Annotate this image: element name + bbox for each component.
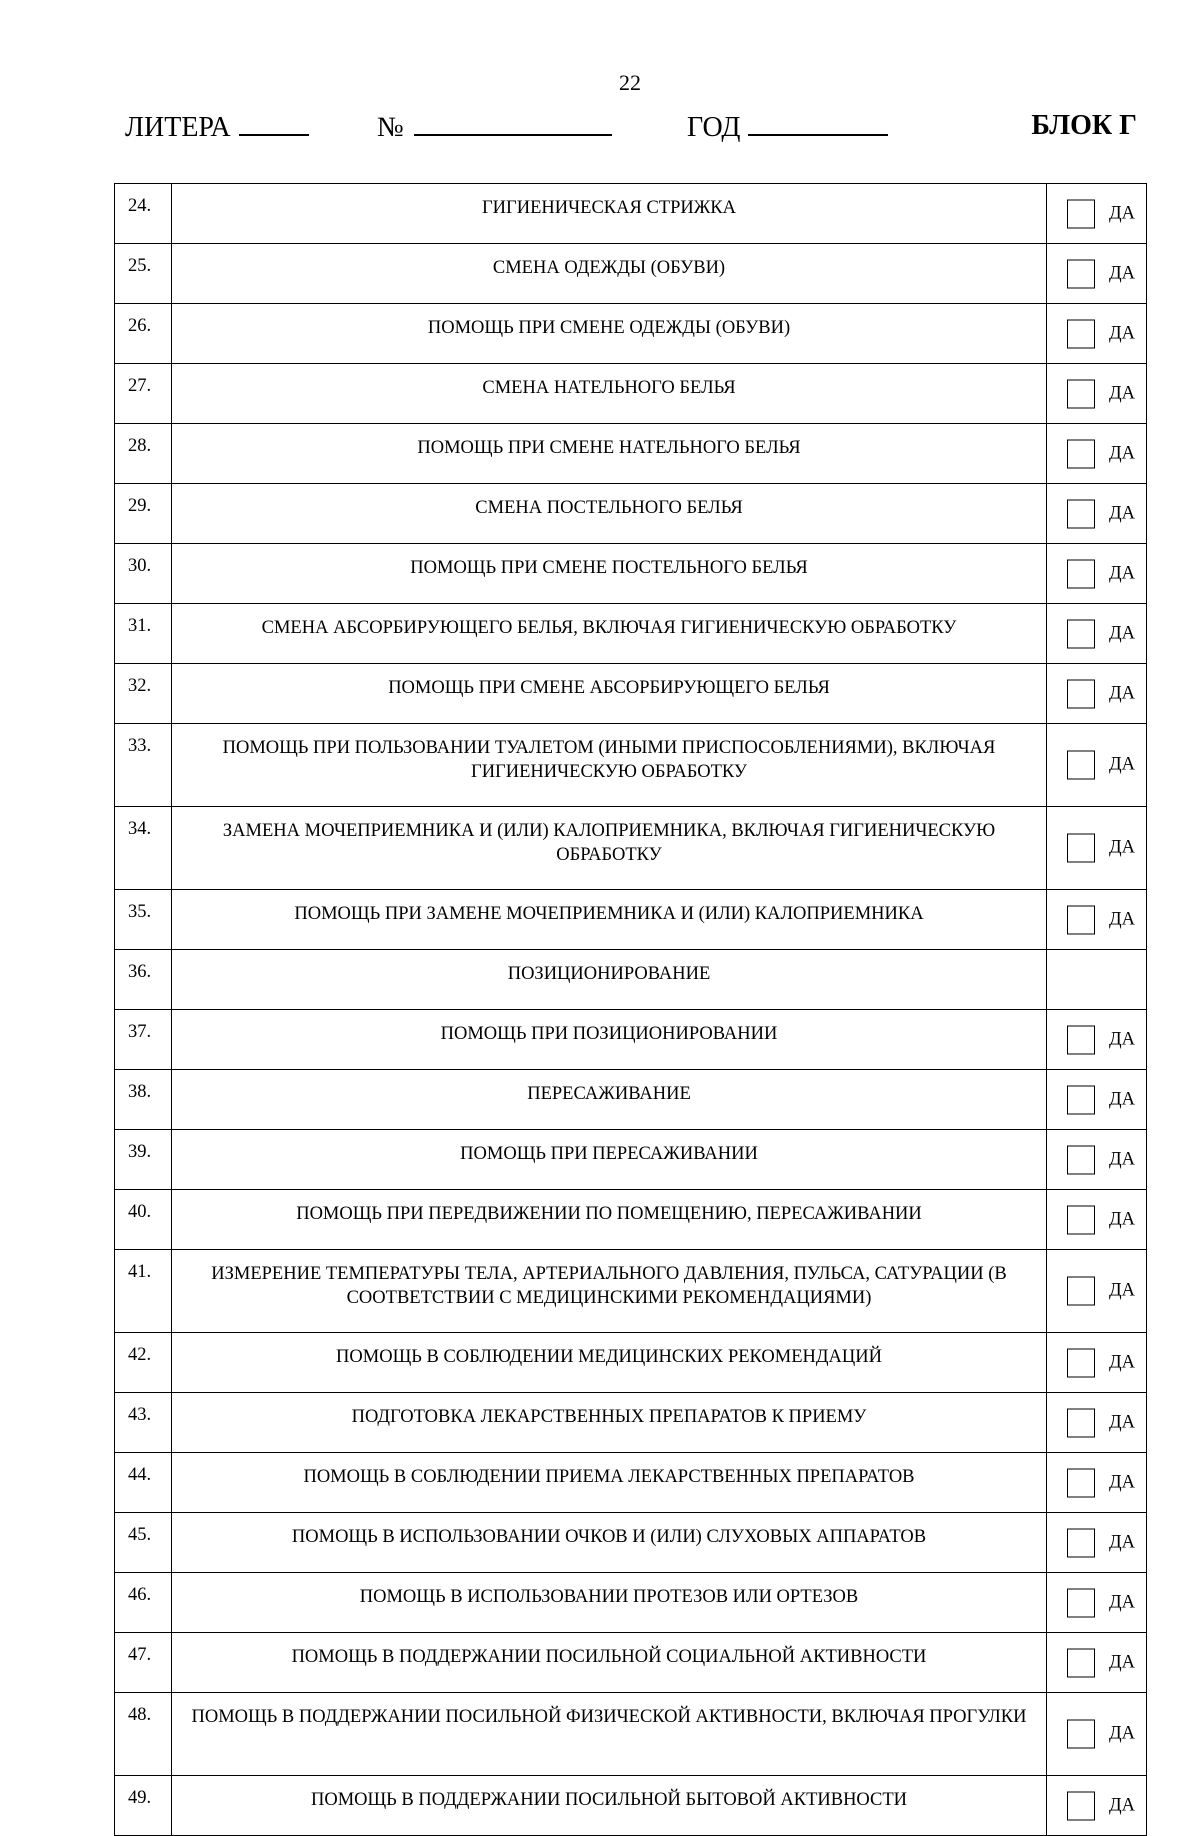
row-checkbox-cell	[1047, 1693, 1147, 1776]
row-checkbox-cell	[1047, 1776, 1147, 1836]
yes-checkbox[interactable]	[1067, 259, 1095, 288]
row-checkbox-cell	[1047, 184, 1147, 244]
row-text: ПОМОЩЬ В ПОДДЕРЖАНИИ ПОСИЛЬНОЙ ФИЗИЧЕСКОЙ АКТИВНОСТИ, ВКЛЮЧАЯ ПРОГУЛКИ	[172, 1693, 1047, 1776]
yes-label: ДА	[1109, 1029, 1135, 1049]
yes-checkbox[interactable]	[1067, 199, 1095, 228]
yes-checkbox[interactable]	[1067, 1348, 1095, 1377]
yes-label: ДА	[1109, 1412, 1135, 1432]
yes-checkbox[interactable]	[1067, 751, 1095, 780]
row-checkbox-cell	[1047, 304, 1147, 364]
yes-label: ДА	[1109, 263, 1135, 283]
row-number: 39.	[115, 1130, 172, 1190]
row-checkbox-cell	[1047, 424, 1147, 484]
row-number: 45.	[115, 1513, 172, 1573]
table-row	[115, 1130, 1147, 1190]
row-number: 27.	[115, 364, 172, 424]
table-row	[115, 1333, 1147, 1393]
row-number: 44.	[115, 1453, 172, 1513]
row-number: 34.	[115, 807, 172, 890]
table-row	[115, 1453, 1147, 1513]
yes-checkbox[interactable]	[1067, 1528, 1095, 1557]
row-text: ПОМОЩЬ ПРИ ЗАМЕНЕ МОЧЕПРИЕМНИКА И (ИЛИ) КАЛОПРИЕМНИКА	[172, 890, 1047, 950]
row-number: 25.	[115, 244, 172, 304]
row-checkbox-cell	[1047, 890, 1147, 950]
yes-label: ДА	[1109, 1592, 1135, 1612]
yes-checkbox[interactable]	[1067, 559, 1095, 588]
row-checkbox-cell	[1047, 664, 1147, 724]
row-checkbox-cell	[1047, 1513, 1147, 1573]
table-row	[115, 424, 1147, 484]
yes-checkbox[interactable]	[1067, 319, 1095, 348]
yes-checkbox[interactable]	[1067, 379, 1095, 408]
row-number: 46.	[115, 1573, 172, 1633]
row-text: ПОМОЩЬ В ПОДДЕРЖАНИИ ПОСИЛЬНОЙ БЫТОВОЙ АКТИВНОСТИ	[172, 1776, 1047, 1836]
row-text: ПОМОЩЬ В СОБЛЮДЕНИИ ПРИЕМА ЛЕКАРСТВЕННЫХ ПРЕПАРАТОВ	[172, 1453, 1047, 1513]
row-number: 36.	[115, 950, 172, 1010]
row-checkbox-cell	[1047, 1453, 1147, 1513]
yes-checkbox[interactable]	[1067, 1468, 1095, 1497]
row-number: 35.	[115, 890, 172, 950]
items-table	[114, 183, 1147, 1836]
table-row	[115, 890, 1147, 950]
yes-label: ДА	[1109, 623, 1135, 643]
page-number: 22	[619, 70, 641, 95]
yes-label: ДА	[1109, 503, 1135, 523]
yes-label: ДА	[1109, 1472, 1135, 1492]
yes-label: ДА	[1109, 323, 1135, 343]
row-number: 28.	[115, 424, 172, 484]
number-blank-line[interactable]	[414, 110, 612, 136]
row-checkbox-cell	[1047, 724, 1147, 807]
row-number: 24.	[115, 184, 172, 244]
yes-label: ДА	[1109, 837, 1135, 858]
table-row	[115, 304, 1147, 364]
row-text: ПОМОЩЬ В ИСПОЛЬЗОВАНИИ ОЧКОВ И (ИЛИ) СЛУХОВЫХ АППАРАТОВ	[172, 1513, 1047, 1573]
row-checkbox-cell	[1047, 1393, 1147, 1453]
row-text: ПОМОЩЬ ПРИ ПОЗИЦИОНИРОВАНИИ	[172, 1010, 1047, 1070]
items-table-body	[115, 184, 1147, 1836]
table-row	[115, 1070, 1147, 1130]
form-header	[125, 110, 1137, 146]
row-text: ПОЗИЦИОНИРОВАНИЕ	[172, 950, 1047, 1010]
row-checkbox-cell	[1047, 1633, 1147, 1693]
row-text: ПОМОЩЬ В ПОДДЕРЖАНИИ ПОСИЛЬНОЙ СОЦИАЛЬНОЙ АКТИВНОСТИ	[172, 1633, 1047, 1693]
litera-label: ЛИТЕРА	[125, 112, 231, 143]
year-blank-line[interactable]	[748, 110, 888, 136]
table-row	[115, 184, 1147, 244]
row-number: 41.	[115, 1250, 172, 1333]
row-text: ПОМОЩЬ В ИСПОЛЬЗОВАНИИ ПРОТЕЗОВ ИЛИ ОРТЕЗОВ	[172, 1573, 1047, 1633]
row-text: ПОДГОТОВКА ЛЕКАРСТВЕННЫХ ПРЕПАРАТОВ К ПРИЕМУ	[172, 1393, 1047, 1453]
table-row	[115, 807, 1147, 890]
yes-label: ДА	[1109, 909, 1135, 929]
table-row	[115, 544, 1147, 604]
row-text: ПОМОЩЬ ПРИ ПЕРЕДВИЖЕНИИ ПО ПОМЕЩЕНИЮ, ПЕРЕСАЖИВАНИИ	[172, 1190, 1047, 1250]
row-checkbox-cell	[1047, 1573, 1147, 1633]
row-text: СМЕНА НАТЕЛЬНОГО БЕЛЬЯ	[172, 364, 1047, 424]
yes-label: ДА	[1109, 1795, 1135, 1815]
row-text: ПОМОЩЬ ПРИ СМЕНЕ НАТЕЛЬНОГО БЕЛЬЯ	[172, 424, 1047, 484]
yes-label: ДА	[1109, 443, 1135, 463]
yes-checkbox[interactable]	[1067, 1085, 1095, 1114]
yes-label: ДА	[1109, 1209, 1135, 1229]
yes-label: ДА	[1109, 1089, 1135, 1109]
row-number: 37.	[115, 1010, 172, 1070]
row-text: ПОМОЩЬ ПРИ СМЕНЕ ПОСТЕЛЬНОГО БЕЛЬЯ	[172, 544, 1047, 604]
yes-label: ДА	[1109, 1280, 1135, 1301]
yes-checkbox[interactable]	[1067, 905, 1095, 934]
row-checkbox-cell	[1047, 244, 1147, 304]
yes-label: ДА	[1109, 1723, 1135, 1744]
year-field	[687, 110, 888, 144]
table-row	[115, 1250, 1147, 1333]
row-number: 42.	[115, 1333, 172, 1393]
row-checkbox-cell	[1047, 364, 1147, 424]
table-row	[115, 950, 1147, 1010]
row-number: 40.	[115, 1190, 172, 1250]
row-number: 38.	[115, 1070, 172, 1130]
table-row	[115, 1393, 1147, 1453]
yes-checkbox[interactable]	[1067, 1145, 1095, 1174]
row-text: ПОМОЩЬ ПРИ СМЕНЕ ОДЕЖДЫ (ОБУВИ)	[172, 304, 1047, 364]
row-checkbox-cell	[1047, 807, 1147, 890]
yes-checkbox[interactable]	[1067, 1025, 1095, 1054]
yes-checkbox[interactable]	[1067, 1205, 1095, 1234]
row-checkbox-cell	[1047, 1130, 1147, 1190]
yes-label: ДА	[1109, 1352, 1135, 1372]
row-number: 43.	[115, 1393, 172, 1453]
row-number: 48.	[115, 1693, 172, 1776]
yes-checkbox[interactable]	[1067, 679, 1095, 708]
yes-checkbox[interactable]	[1067, 834, 1095, 863]
row-number: 26.	[115, 304, 172, 364]
yes-label: ДА	[1109, 1652, 1135, 1672]
row-number: 49.	[115, 1776, 172, 1836]
table-row	[115, 1633, 1147, 1693]
table-row	[115, 1693, 1147, 1776]
row-text: СМЕНА АБСОРБИРУЮЩЕГО БЕЛЬЯ, ВКЛЮЧАЯ ГИГИЕНИЧЕСКУЮ ОБРАБОТКУ	[172, 604, 1047, 664]
table-row	[115, 1513, 1147, 1573]
yes-label: ДА	[1109, 203, 1135, 223]
yes-checkbox[interactable]	[1067, 1791, 1095, 1820]
row-checkbox-cell	[1047, 484, 1147, 544]
table-row	[115, 604, 1147, 664]
block-label: БЛОК Г	[1031, 110, 1137, 141]
row-number: 47.	[115, 1633, 172, 1693]
row-checkbox-cell	[1047, 604, 1147, 664]
table-row	[115, 1573, 1147, 1633]
row-text: СМЕНА ОДЕЖДЫ (ОБУВИ)	[172, 244, 1047, 304]
year-label: ГОД	[687, 112, 741, 143]
number-field	[377, 110, 612, 144]
row-text: ПОМОЩЬ ПРИ ПОЛЬЗОВАНИИ ТУАЛЕТОМ (ИНЫМИ ПРИСПОСОБЛЕНИЯМИ), ВКЛЮЧАЯ ГИГИЕНИЧЕСКУЮ ОБРАБОТКУ	[172, 724, 1047, 807]
row-text: ПЕРЕСАЖИВАНИЕ	[172, 1070, 1047, 1130]
row-number: 32.	[115, 664, 172, 724]
yes-checkbox[interactable]	[1067, 1408, 1095, 1437]
yes-checkbox[interactable]	[1067, 1588, 1095, 1617]
table-row	[115, 664, 1147, 724]
row-checkbox-cell	[1047, 1333, 1147, 1393]
row-number: 31.	[115, 604, 172, 664]
yes-checkbox[interactable]	[1067, 1277, 1095, 1306]
yes-label: ДА	[1109, 563, 1135, 583]
table-row	[115, 724, 1147, 807]
table-row	[115, 244, 1147, 304]
row-checkbox-cell	[1047, 950, 1147, 1010]
yes-label: ДА	[1109, 383, 1135, 403]
yes-checkbox[interactable]	[1067, 499, 1095, 528]
litera-blank-line[interactable]	[239, 110, 309, 136]
row-checkbox-cell	[1047, 1190, 1147, 1250]
row-checkbox-cell	[1047, 1010, 1147, 1070]
table-row	[115, 364, 1147, 424]
row-text: ПОМОЩЬ ПРИ СМЕНЕ АБСОРБИРУЮЩЕГО БЕЛЬЯ	[172, 664, 1047, 724]
yes-label: ДА	[1109, 754, 1135, 775]
row-text: СМЕНА ПОСТЕЛЬНОГО БЕЛЬЯ	[172, 484, 1047, 544]
table-row	[115, 1190, 1147, 1250]
row-text: ЗАМЕНА МОЧЕПРИЕМНИКА И (ИЛИ) КАЛОПРИЕМНИКА, ВКЛЮЧАЯ ГИГИЕНИЧЕСКУЮ ОБРАБОТКУ	[172, 807, 1047, 890]
row-text: ПОМОЩЬ В СОБЛЮДЕНИИ МЕДИЦИНСКИХ РЕКОМЕНДАЦИЙ	[172, 1333, 1047, 1393]
table-row	[115, 1010, 1147, 1070]
yes-checkbox[interactable]	[1067, 1648, 1095, 1677]
yes-checkbox[interactable]	[1067, 439, 1095, 468]
row-text: ИЗМЕРЕНИЕ ТЕМПЕРАТУРЫ ТЕЛА, АРТЕРИАЛЬНОГО ДАВЛЕНИЯ, ПУЛЬСА, САТУРАЦИИ (В СООТВЕТСТВИИ С МЕДИЦИНСКИМИ РЕКОМЕНДАЦИЯМИ)	[172, 1250, 1047, 1333]
row-text: ПОМОЩЬ ПРИ ПЕРЕСАЖИВАНИИ	[172, 1130, 1047, 1190]
yes-label: ДА	[1109, 1532, 1135, 1552]
yes-label: ДА	[1109, 1149, 1135, 1169]
row-text: ГИГИЕНИЧЕСКАЯ СТРИЖКА	[172, 184, 1047, 244]
table-row	[115, 1776, 1147, 1836]
yes-checkbox[interactable]	[1067, 1720, 1095, 1749]
yes-checkbox[interactable]	[1067, 619, 1095, 648]
row-checkbox-cell	[1047, 1070, 1147, 1130]
row-checkbox-cell	[1047, 1250, 1147, 1333]
yes-label: ДА	[1109, 683, 1135, 703]
number-label: №	[377, 112, 404, 143]
row-number: 29.	[115, 484, 172, 544]
table-row	[115, 484, 1147, 544]
row-checkbox-cell	[1047, 544, 1147, 604]
row-number: 30.	[115, 544, 172, 604]
litera-field	[125, 110, 309, 144]
row-number: 33.	[115, 724, 172, 807]
